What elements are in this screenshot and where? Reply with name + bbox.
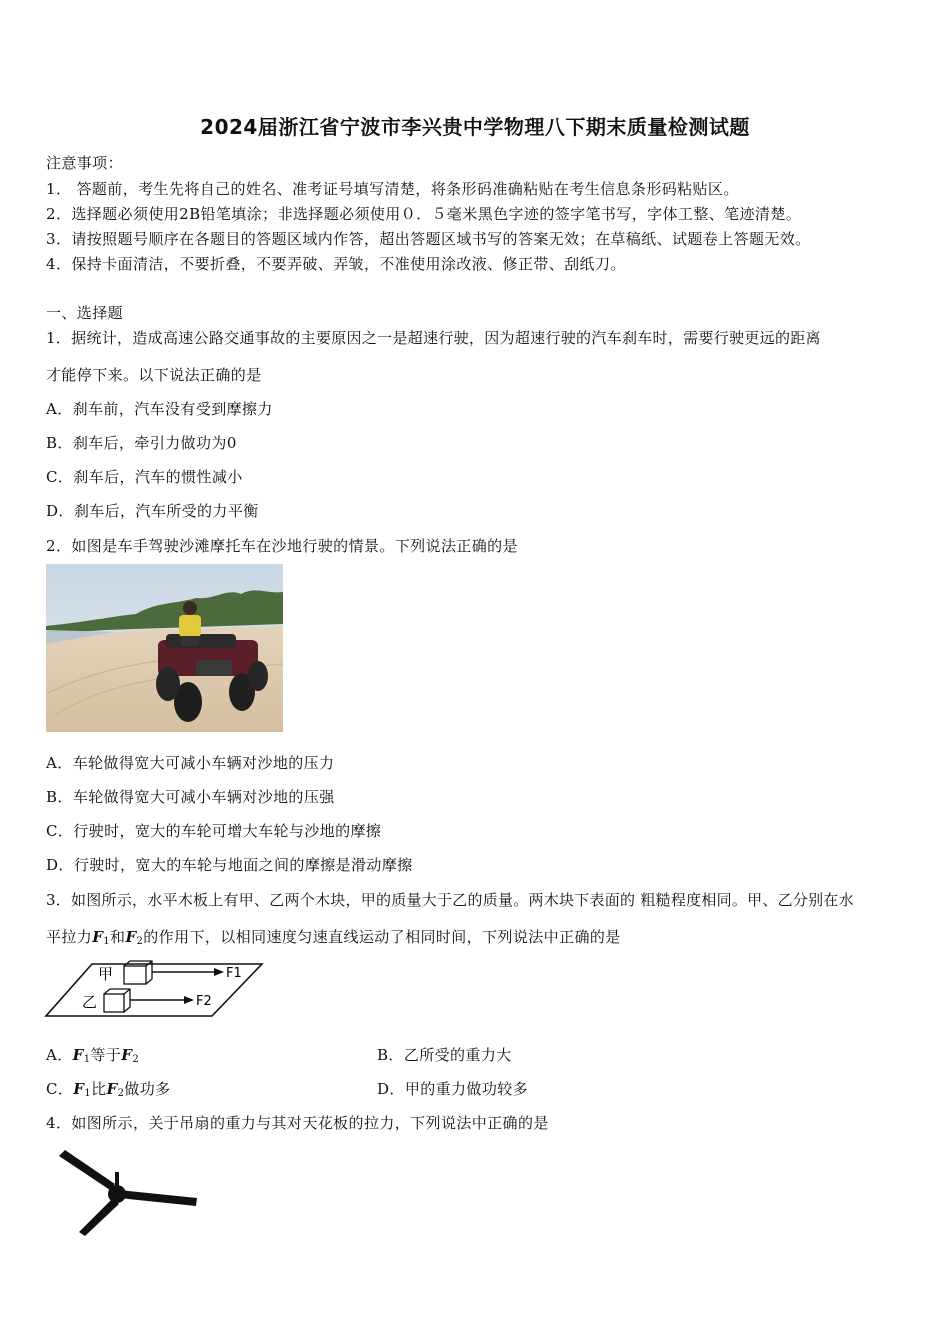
q1-option-b: B．刹车后，牵引力做功为0	[46, 434, 237, 452]
q2-stem: 2．如图是车手驾驶沙滩摩托车在沙地行驶的情景。下列说法正确的是	[46, 537, 518, 555]
fan-blade-1	[59, 1150, 115, 1190]
notice-item-2: 2．选择题必须使用2B铅笔填涂；非选择题必须使用０．５毫米黑色字迹的签字笔书写，字体工整、笔迹清楚。	[46, 205, 802, 223]
blocks-on-board-diagram	[44, 958, 266, 1022]
section-heading: 一、选择题	[46, 304, 124, 322]
q2-option-b: B．车轮做得宽大可减小车辆对沙地的压强	[46, 788, 335, 806]
label-yi: 乙	[82, 993, 98, 1011]
fan-rod	[115, 1172, 119, 1186]
force-f2: F	[125, 928, 137, 946]
q2-option-c: C．行驶时，宽大的车轮可增大车轮与沙地的摩擦	[46, 822, 382, 840]
label-f2: F2	[196, 994, 212, 1009]
q1-option-d: D．刹车后，汽车所受的力平衡	[46, 502, 259, 520]
q1-stem-line2: 才能停下来。以下说法正确的是	[46, 366, 262, 384]
q3-option-b: B．乙所受的重力大	[377, 1046, 512, 1064]
notice-item-1: 1． 答题前，考生先将自己的姓名、准考证号填写清楚，将条形码准确粘贴在考生信息条形码粘贴区。	[46, 180, 739, 198]
q3-option-c: C．$F_1$比$F_2$做功多	[46, 1080, 171, 1099]
q1-option-a: A．刹车前，汽车没有受到摩擦力	[46, 400, 273, 418]
fan-blade-3	[79, 1198, 119, 1236]
arrow-f2	[184, 996, 194, 1004]
q1-option-c: C．刹车后，汽车的惯性减小	[46, 468, 243, 486]
q2-option-a: A．车轮做得宽大可减小车辆对沙地的压力	[46, 754, 335, 772]
notice-heading: 注意事项：	[46, 154, 124, 172]
q3-stem-line2: 平拉力$F_1$和$F_2$的作用下，以相同速度匀速直线运动了相同时间，下列说法中正确的是	[46, 928, 621, 947]
fan-hub	[108, 1185, 126, 1203]
notice-item-4: 4．保持卡面清洁，不要折叠，不要弄破、弄皱，不准使用涂改液、修正带、刮纸刀。	[46, 255, 626, 273]
q4-stem: 4．如图所示，关于吊扇的重力与其对天花板的拉力，下列说法中正确的是	[46, 1114, 549, 1132]
q1-stem-line1: 1．据统计，造成高速公路交通事故的主要原因之一是超速行驶，因为超速行驶的汽车刹车时，需要行驶更远的距离	[46, 329, 821, 347]
q3-stem-line1: 3．如图所示，水平木板上有甲、乙两个木块，甲的质量大于乙的质量。两木块下表面的 粗糙程度相同。甲、乙分别在水	[46, 891, 854, 909]
force-f1: F	[92, 928, 104, 946]
arrow-f1	[214, 968, 224, 976]
ceiling-fan-figure	[55, 1146, 205, 1242]
label-f1: F1	[226, 966, 242, 981]
fan-blade-2	[119, 1190, 197, 1206]
q2-option-d: D．行驶时，宽大的车轮与地面之间的摩擦是滑动摩擦	[46, 856, 413, 874]
exam-title: 2024届浙江省宁波市李兴贵中学物理八下期末质量检测试题	[200, 115, 750, 139]
q3-option-d: D．甲的重力做功较多	[377, 1080, 529, 1098]
q3-option-a: A．$F_1$等于$F_2$	[46, 1046, 140, 1065]
block-yi	[104, 989, 130, 1012]
label-jia: 甲	[98, 965, 114, 983]
atv-photo	[46, 564, 283, 732]
notice-item-3: 3．请按照题号顺序在各题目的答题区域内作答，超出答题区域书写的答案无效；在草稿纸、试题卷上答题无效。	[46, 230, 811, 248]
